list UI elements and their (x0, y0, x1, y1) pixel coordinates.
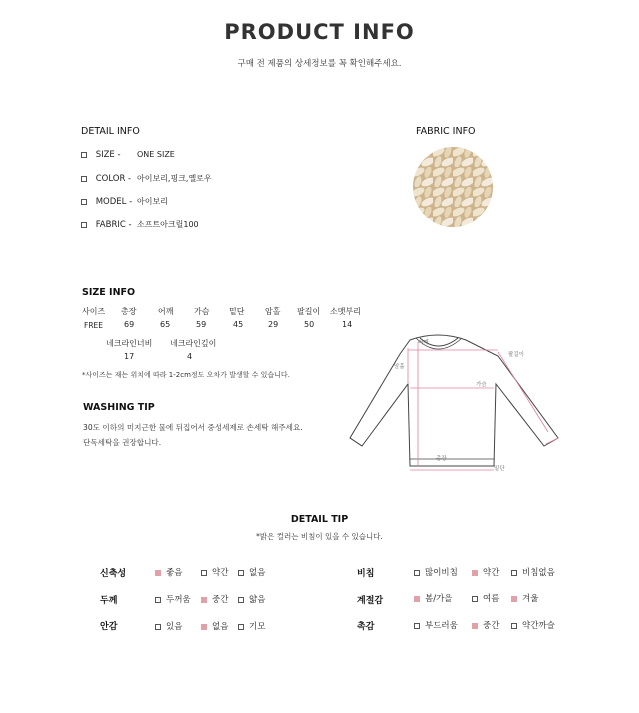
detail-row-fabric (81, 220, 132, 230)
tip-option: 얇음 (238, 593, 265, 605)
tip-option: 많이비침 (414, 566, 458, 578)
size-header-armhole: 암홀 (265, 307, 281, 316)
bullet-box-icon (81, 199, 87, 205)
size-value-armhole: 29 (268, 320, 279, 329)
size-header-cuff: 소맷부리 (330, 307, 361, 316)
bullet-box-icon (81, 222, 87, 228)
washing-tip-heading: WASHING TIP (83, 402, 155, 413)
tip-label-thickness: 두께 (100, 596, 118, 606)
unchecked-box-icon (201, 570, 207, 576)
checked-box-icon (201, 624, 207, 630)
tip-option: 없음 (238, 566, 265, 578)
tip-option: 봄/가을 (414, 592, 453, 604)
unchecked-box-icon (414, 623, 420, 629)
tip-label-season: 계절감 (357, 596, 384, 606)
tip-option: 있음 (155, 620, 182, 632)
size-header-shoulder: 어깨 (158, 307, 174, 316)
detail-tip-note: *밝은 컬러는 비침이 있을 수 있습니다. (256, 532, 383, 541)
sweater-diagram-icon (348, 328, 562, 476)
size-header-size: 사이즈 (82, 307, 106, 316)
detail-row-label: SIZE - (95, 150, 121, 160)
washing-tip-line2: 단독세탁을 권장합니다. (83, 438, 162, 447)
page-subtitle: 구매 전 제품의 상세정보를 꼭 확인해주세요. (237, 59, 402, 69)
diagram-label-chest: 가슴 (476, 382, 487, 388)
size-info-heading: SIZE INFO (82, 287, 136, 298)
tip-option: 좋음 (155, 566, 182, 578)
checked-box-icon (511, 596, 517, 602)
checked-box-icon (201, 597, 207, 603)
detail-info-heading: DETAIL INFO (81, 126, 140, 137)
size-header-sleeve: 팔길이 (297, 307, 321, 316)
detail-row-value: 소프트아크릴100 (137, 220, 199, 229)
tip-label-lining: 안감 (100, 622, 118, 632)
size-value-size: FREE (84, 321, 104, 330)
tip-option: 비침없음 (511, 566, 555, 578)
size-value-neck-width: 17 (124, 352, 135, 361)
size-value-sleeve: 50 (304, 320, 315, 329)
checked-box-icon (414, 596, 420, 602)
detail-row-value: 아이보리,핑크,옐로우 (137, 174, 212, 183)
size-value-shoulder: 65 (160, 320, 171, 329)
diagram-label-hem: 밑단 (494, 466, 505, 472)
size-diagram (348, 328, 562, 476)
tip-label-texture: 촉감 (357, 622, 375, 632)
size-value-cuff: 14 (342, 320, 353, 329)
size-header-length: 총장 (121, 307, 137, 316)
tip-option: 겨울 (511, 592, 538, 604)
unchecked-box-icon (472, 596, 478, 602)
size-header-neck-width: 네크라인너비 (106, 339, 153, 348)
unchecked-box-icon (414, 570, 420, 576)
diagram-label-length: 총장 (436, 456, 447, 462)
size-value-neck-depth: 4 (187, 352, 193, 361)
diagram-label-sleeve: 팔길이 (508, 352, 524, 358)
fabric-info-heading: FABRIC INFO (416, 126, 476, 137)
detail-row-size (81, 150, 121, 160)
detail-row-color (81, 174, 131, 184)
size-header-neck-depth: 네크라인깊이 (170, 339, 217, 348)
detail-row-value: 아이보리 (137, 197, 168, 206)
unchecked-box-icon (155, 597, 161, 603)
diagram-label-armhole: 암홀 (394, 364, 405, 370)
unchecked-box-icon (155, 624, 161, 630)
size-value-length: 69 (124, 320, 135, 329)
checked-box-icon (472, 570, 478, 576)
washing-tip-line1: 30도 이하의 미지근한 물에 뒤집어서 중성세제로 손세탁 해주세요. (83, 423, 303, 432)
size-header-hem: 밑단 (229, 307, 245, 316)
tip-option: 여름 (472, 592, 499, 604)
checked-box-icon (155, 570, 161, 576)
detail-row-value: ONE SIZE (137, 150, 175, 159)
detail-row-label: FABRIC - (95, 220, 132, 230)
tip-label-transparency: 비침 (357, 569, 375, 579)
detail-row-model (81, 197, 132, 207)
size-value-hem: 45 (233, 320, 244, 329)
unchecked-box-icon (511, 570, 517, 576)
tip-option: 두꺼움 (155, 593, 191, 605)
tip-label-elasticity: 신축성 (100, 569, 127, 579)
size-note: *사이즈는 재는 위치에 따라 1-2cm정도 오차가 발생할 수 있습니다. (82, 371, 290, 379)
tip-option: 부드러움 (414, 619, 458, 631)
fabric-swatch-image (413, 147, 493, 227)
detail-tip-heading: DETAIL TIP (290, 514, 349, 525)
tip-option: 약간 (472, 566, 499, 578)
bullet-box-icon (81, 152, 87, 158)
diagram-label-shoulder: 어깨 (418, 340, 429, 346)
tip-option: 중간 (201, 593, 228, 605)
unchecked-box-icon (511, 623, 517, 629)
tip-option: 중간 (472, 619, 499, 631)
page-title: PRODUCT INFO (224, 20, 415, 44)
tip-option: 없음 (201, 620, 228, 632)
detail-row-label: MODEL - (95, 197, 133, 207)
tip-option: 약간까슬 (511, 619, 555, 631)
bullet-box-icon (81, 176, 87, 182)
tip-option: 약간 (201, 566, 228, 578)
detail-row-label: COLOR - (95, 174, 132, 184)
unchecked-box-icon (238, 597, 244, 603)
size-value-chest: 59 (196, 320, 207, 329)
size-header-chest: 가슴 (194, 307, 210, 316)
tip-option: 기모 (238, 620, 265, 632)
checked-box-icon (472, 623, 478, 629)
unchecked-box-icon (238, 624, 244, 630)
unchecked-box-icon (238, 570, 244, 576)
